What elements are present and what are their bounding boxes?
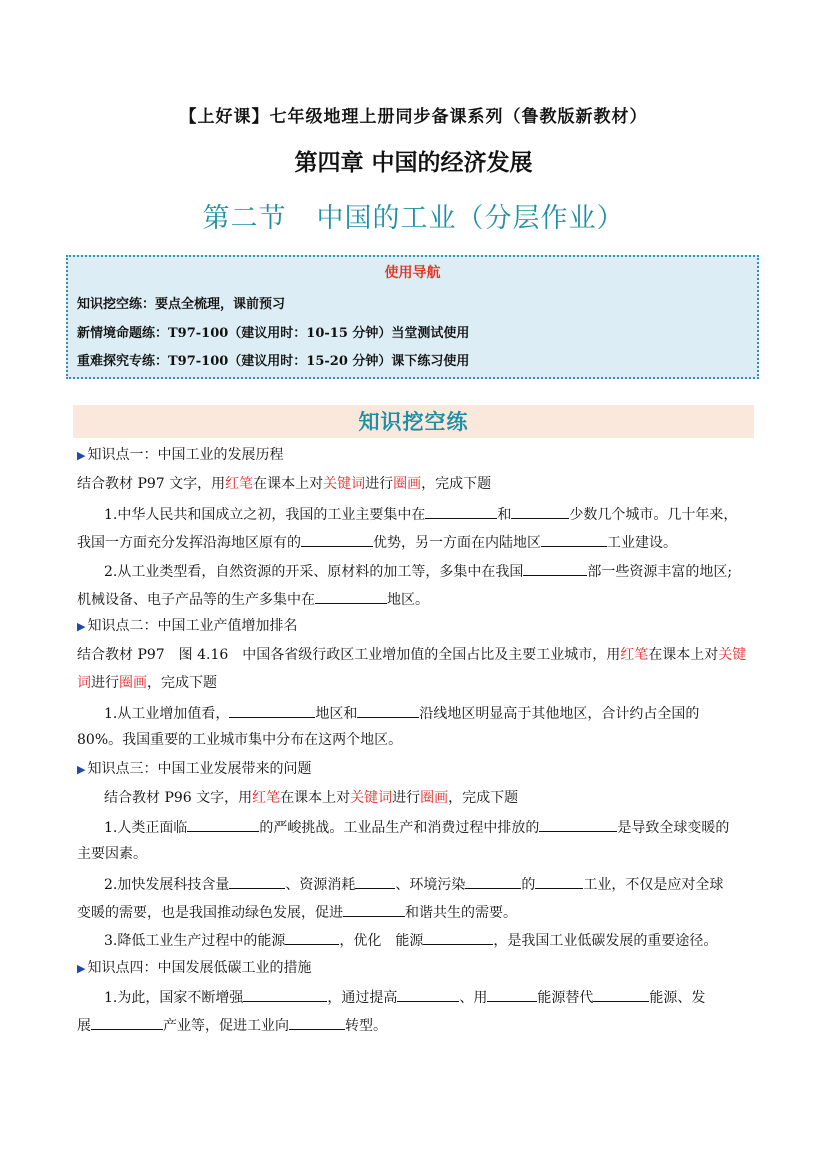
- triangle-icon: ▶: [77, 449, 86, 462]
- answer-blank[interactable]: [91, 1015, 163, 1030]
- answer-blank[interactable]: [355, 874, 395, 889]
- series-title: 【上好课】七年级地理上册同步备课系列（鲁教版新教材）: [179, 107, 648, 127]
- triangle-icon: ▶: [77, 962, 86, 975]
- section-number: 第二节: [202, 203, 287, 234]
- instruction-line: 词进行圈画，完成下题: [77, 675, 217, 691]
- question-line: 1.人类正面临 的严峻挑战。工业品生产和消费过程中排放的 是导致全球变暖的: [104, 817, 729, 837]
- answer-blank[interactable]: [397, 987, 459, 1002]
- answer-blank[interactable]: [315, 589, 387, 604]
- question-line: 3.降低工业生产过程中的能源 ，优化 能源 ，是我国工业低碳发展的重要途径。: [104, 930, 717, 950]
- question-line: 1.中华人民共和国成立之初，我国的工业主要集中在 和 少数几个城市。几十年来，: [104, 504, 737, 524]
- answer-blank[interactable]: [465, 874, 521, 889]
- answer-blank[interactable]: [541, 532, 607, 547]
- instruction-line: 结合教材 P97 图 4.16 中国各省级行政区工业增加值的全国占比及主要工业城市，用红笔在课本上对关键: [77, 647, 747, 663]
- question-line: 2.加快发展科技含量 、资源消耗 、环境污染 的 工业，不仅是应对全球: [104, 874, 723, 894]
- knowledge-point-heading: ▶ 知识点一：中国工业的发展历程: [77, 447, 284, 463]
- knowledge-point-heading: ▶ 知识点二：中国工业产值增加排名: [77, 618, 298, 634]
- answer-blank[interactable]: [289, 1015, 345, 1030]
- answer-blank[interactable]: [285, 930, 339, 945]
- guide-line: 新情境命题练：T97-100（建议用时：10-15 分钟）当堂测试使用: [77, 326, 470, 341]
- guide-line: 知识挖空练：要点全梳理，课前预习: [77, 297, 286, 312]
- answer-blank[interactable]: [487, 987, 537, 1002]
- knowledge-point-heading: ▶ 知识点三：中国工业发展带来的问题: [77, 761, 312, 777]
- answer-blank[interactable]: [187, 817, 259, 832]
- question-line: 1.为此，国家不断增强 ，通过提高 、用 能源替代 能源、发: [104, 987, 705, 1007]
- banner-title: 知识挖空练: [358, 409, 469, 434]
- instruction-line: 结合教材 P97 文字，用红笔在课本上对关键词进行圈画，完成下题: [77, 476, 492, 492]
- question-line: 展 产业等，促进工业向 转型。: [77, 1015, 387, 1035]
- chapter-title: 第四章 中国的经济发展: [294, 149, 533, 176]
- answer-blank[interactable]: [593, 987, 649, 1002]
- guide-line: 重难探究专练：T97-100（建议用时：15-20 分钟）课下练习使用: [77, 354, 470, 369]
- triangle-icon: ▶: [77, 620, 86, 633]
- answer-blank[interactable]: [535, 874, 583, 889]
- answer-blank[interactable]: [511, 504, 569, 519]
- answer-blank[interactable]: [423, 930, 493, 945]
- answer-blank[interactable]: [301, 532, 373, 547]
- answer-blank[interactable]: [229, 703, 315, 718]
- answer-blank[interactable]: [523, 561, 587, 576]
- knowledge-point-heading: ▶ 知识点四：中国发展低碳工业的措施: [77, 960, 312, 976]
- guide-title: 使用导航: [384, 265, 441, 281]
- section-banner: [73, 405, 754, 438]
- answer-blank[interactable]: [357, 703, 419, 718]
- question-line: 1.从工业增加值看， 地区和 沿线地区明显高于其他地区，合计约占全国的: [104, 703, 699, 723]
- answer-blank[interactable]: [343, 902, 405, 917]
- usage-guide-box: [66, 255, 759, 379]
- question-line: 机械设备、电子产品等的生产多集中在 地区。: [77, 589, 429, 609]
- section-title: [0, 196, 827, 235]
- question-line: 我国一方面充分发挥沿海地区原有的 优势，另一方面在内陆地区 工业建设。: [77, 532, 677, 552]
- section-name: 中国的工业（分层作业）: [316, 203, 625, 234]
- answer-blank[interactable]: [243, 987, 327, 1002]
- instruction-line: 结合教材 P96 文字，用红笔在课本上对关键词进行圈画，完成下题: [104, 790, 519, 806]
- question-line: 80%。我国重要的工业城市集中分布在这两个地区。: [77, 732, 403, 748]
- question-line: 2.从工业类型看，自然资源的开采、原材料的加工等，多集中在我国 部一些资源丰富的地区;: [104, 561, 732, 581]
- question-line: 变暖的需要，也是我国推动绿色发展，促进 和谐共生的需要。: [77, 902, 517, 922]
- answer-blank[interactable]: [539, 817, 617, 832]
- triangle-icon: ▶: [77, 763, 86, 776]
- question-line: 主要因素。: [77, 846, 147, 862]
- answer-blank[interactable]: [425, 504, 497, 519]
- answer-blank[interactable]: [229, 874, 285, 889]
